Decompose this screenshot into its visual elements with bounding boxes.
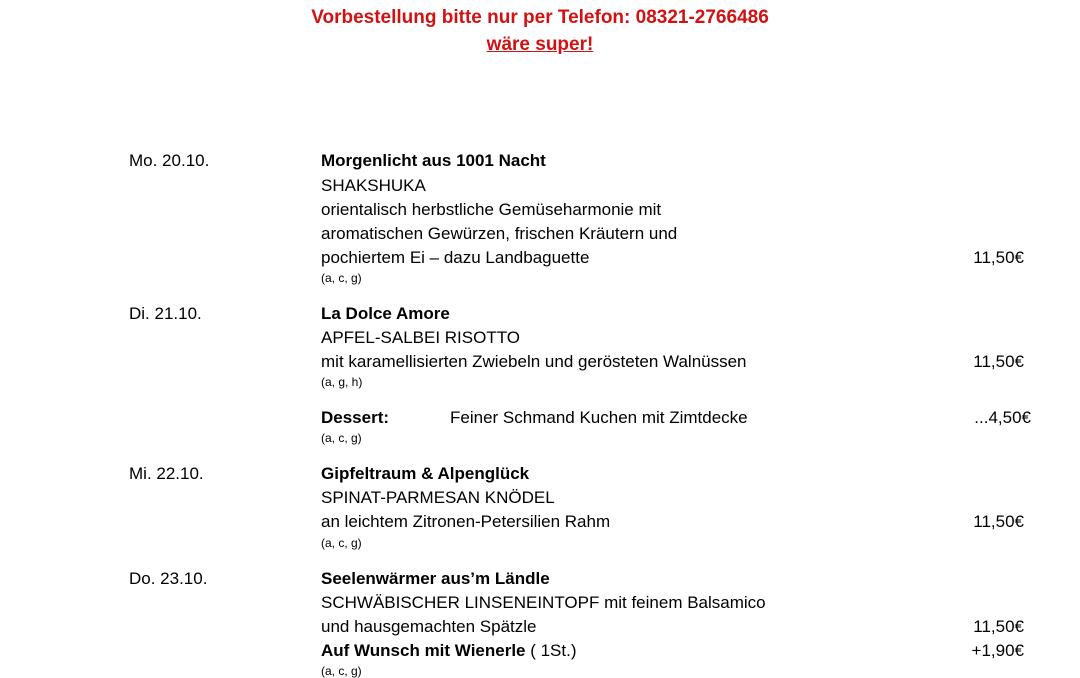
extra-option-thursday bbox=[321, 641, 577, 661]
price-thursday: 11,50€ bbox=[973, 617, 1024, 636]
price-wednesday: 11,50€ bbox=[973, 512, 1024, 531]
dish-desc-line: mit karamellisierten Zwiebeln und gerösteten Walnüssen bbox=[321, 352, 747, 371]
day-label-wednesday: Mi. 22.10. bbox=[129, 464, 204, 483]
dessert-text: Feiner Schmand Kuchen mit Zimtdecke bbox=[450, 408, 748, 427]
day-label-thursday: Do. 23.10. bbox=[129, 569, 208, 588]
extra-option-price: +1,90€ bbox=[971, 641, 1024, 660]
dish-name-wednesday: SPINAT-PARMESAN KNÖDEL bbox=[321, 488, 555, 507]
price-monday: 11,50€ bbox=[973, 248, 1024, 267]
extra-option-quantity: ( 1St.) bbox=[525, 641, 577, 660]
dish-name-monday: SHAKSHUKA bbox=[321, 176, 426, 195]
dish-title-thursday: Seelenwärmer aus’m Ländle bbox=[321, 569, 550, 588]
allergens-dessert: (a, c, g) bbox=[321, 431, 362, 445]
dish-desc-line: pochiertem Ei – dazu Landbaguette bbox=[321, 248, 590, 267]
dish-desc-line: an leichtem Zitronen-Petersilien Rahm bbox=[321, 512, 611, 531]
allergens-wednesday: (a, c, g) bbox=[321, 536, 362, 550]
day-label-monday: Mo. 20.10. bbox=[129, 151, 210, 170]
allergens-thursday: (a, c, g) bbox=[321, 664, 362, 678]
allergens-monday: (a, c, g) bbox=[321, 271, 362, 285]
dish-desc-line: aromatischen Gewürzen, frischen Kräutern und bbox=[321, 224, 678, 243]
dessert-label: Dessert: bbox=[321, 408, 390, 427]
dish-title-tuesday: La Dolce Amore bbox=[321, 304, 450, 323]
dish-title-monday: Morgenlicht aus 1001 Nacht bbox=[321, 151, 546, 170]
dish-name-thursday: SCHWÄBISCHER LINSENEINTOPF mit feinem Balsamico bbox=[321, 593, 766, 612]
dish-title-wednesday: Gipfeltraum & Alpenglück bbox=[321, 464, 530, 483]
dish-name-tuesday: APFEL-SALBEI RISOTTO bbox=[321, 328, 521, 347]
price-tuesday: 11,50€ bbox=[973, 352, 1024, 371]
preorder-phone-line: Vorbestellung bitte nur per Telefon: 08321-2766486 bbox=[311, 7, 769, 28]
preorder-notice bbox=[0, 4, 1080, 58]
allergens-tuesday: (a, g, h) bbox=[321, 375, 363, 389]
preorder-super-line: wäre super! bbox=[486, 34, 594, 55]
dessert-price: ...4,50€ bbox=[974, 408, 1031, 427]
extra-option-label: Auf Wunsch mit Wienerle bbox=[321, 641, 526, 660]
dish-desc-line: orientalisch herbstliche Gemüseharmonie mit bbox=[321, 200, 662, 219]
dish-desc-line: und hausgemachten Spätzle bbox=[321, 617, 537, 636]
day-label-tuesday: Di. 21.10. bbox=[129, 304, 202, 323]
